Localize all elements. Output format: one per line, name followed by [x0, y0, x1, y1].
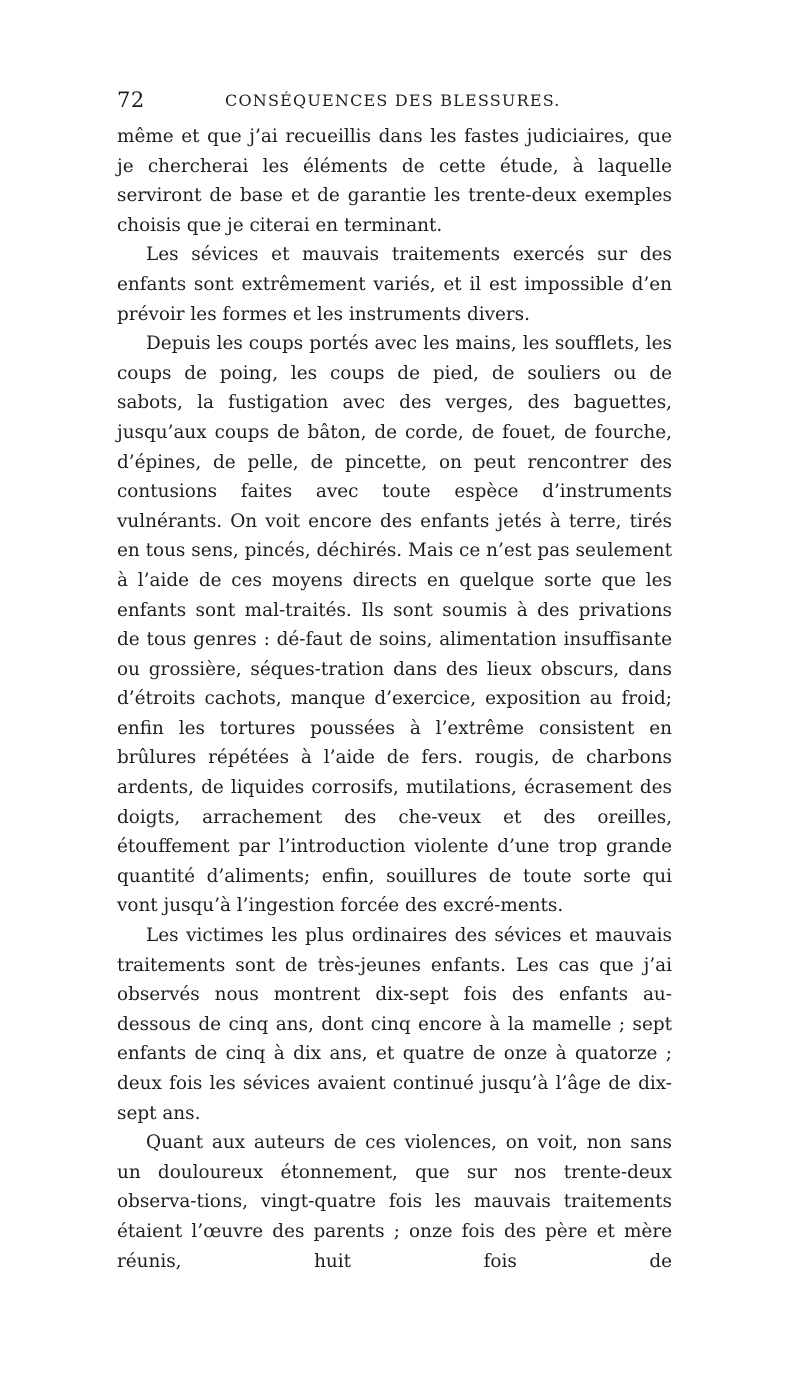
paragraph-instruments: Depuis les coups portés avec les mains, les soufflets, les coups de poing, les coups de pied, de souliers ou de sabots, la fustigation avec des verges, des baguettes, jusqu’aux coups de bâton, de corde, de fouet, de fourche, d’épines, de pelle, de pincette, on peut rencontrer des contusions faites avec toute espèce d’instruments vulnérants. On voit encore des enfants jetés à terre, tirés en tous sens, pincés, déchirés. Mais ce n’est pas seulement à l’aide de ces moyens directs en quelque sorte que les enfants sont mal-traités. Ils sont soumis à des privations de tous genres : dé-faut de soins, alimentation insuffisante ou grossière, séques-tration dans des lieux obscurs, dans d’étroits cachots, manque d’exercice, exposition au froid; enfin les tortures poussées à l’extrême consistent en brûlures répétées à l’aide de fers. rougis, de charbons ardents, de liquides corrosifs, mutilations, écrasement des doigts, arrachement des che-veux et des oreilles, étouffement par l’introduction violente d’une trop grande quantité d’aliments; enfin, souillures de toute sorte qui vont jusqu’à l’ingestion forcée des excré-ments. — [117, 333, 672, 917]
running-header — [117, 88, 672, 114]
running-title: CONSÉQUENCES DES BLESSURES. — [225, 91, 561, 110]
paragraph-auteurs: Quant aux auteurs de ces violences, on voit, non sans un douloureux étonnement, que sur nos trente-deux observa-tions, vingt-quatre fois les mauvais traitements étaient l’œuvre des parents ; onze fois des père et mère réunis, huit fois de — [117, 1132, 672, 1272]
book-page — [117, 88, 672, 1276]
body-text — [117, 122, 672, 1276]
page-number: 72 — [117, 88, 145, 112]
paragraph-sevices: Les sévices et mauvais traitements exercés sur des enfants sont extrêmement variés, et il est impossible d’en prévoir les formes et les instruments divers. — [117, 244, 672, 325]
paragraph-victimes: Les victimes les plus ordinaires des sévices et mauvais traitements sont de très-jeunes enfants. Les cas que j’ai observés nous montrent dix-sept fois des enfants au-dessous de cinq ans, dont cinq encore à la mamelle ; sept enfants de cinq à dix ans, et quatre de onze à quatorze ; deux fois les sévices avaient continué jusqu’à l’âge de dix-sept ans. — [117, 925, 672, 1124]
paragraph-continuation: même et que j’ai recueillis dans les fastes judiciaires, que je chercherai les éléments de cette étude, à laquelle serviront de base et de garantie les trente-deux exemples choisis que je citerai en terminant. — [117, 126, 672, 236]
